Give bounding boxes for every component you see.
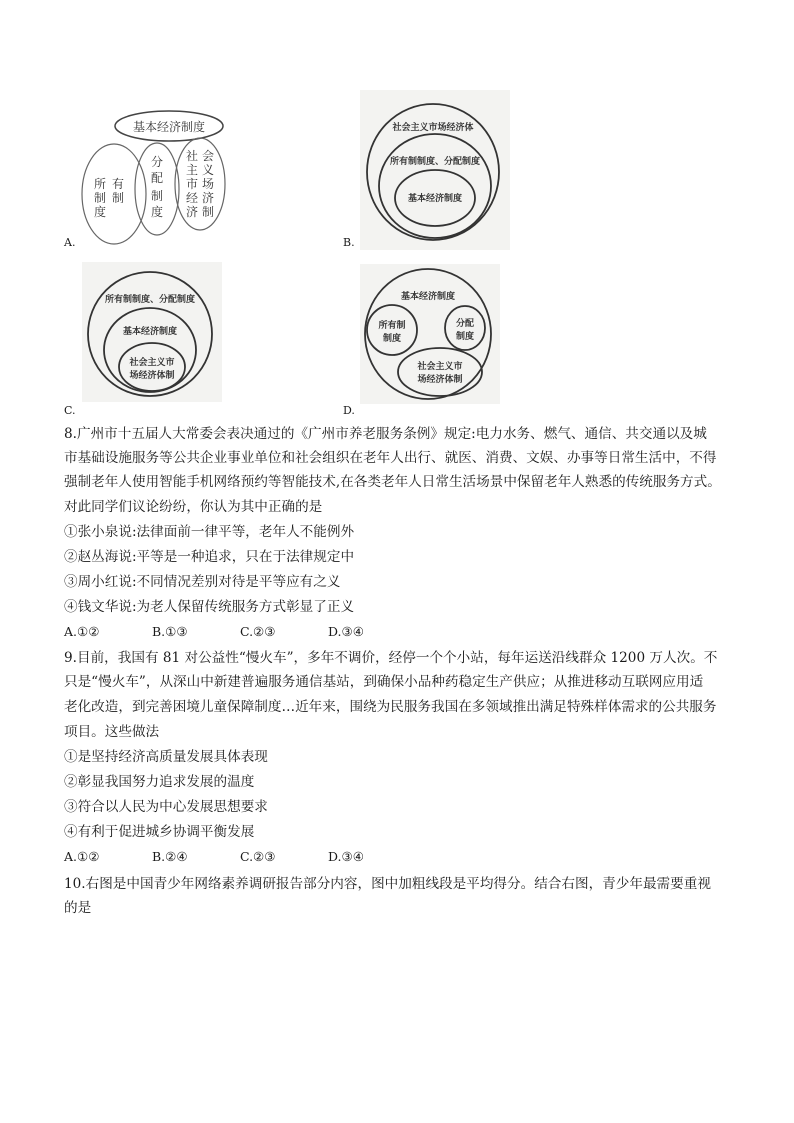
q10-line-2: 的是 bbox=[64, 900, 92, 916]
svg-text:济: 济 bbox=[201, 191, 215, 205]
q8-line-1: 8.广州市十五届人大常委会表决通过的《广州市养老服务条例》规定:电力水务、燃气、通信、共交通以及城 bbox=[64, 426, 707, 442]
q8-option-4: ④钱文华说:为老人保留传统服务方式彰显了正义 bbox=[64, 599, 355, 615]
q9-choice-d[interactable]: D.③④ bbox=[327, 849, 364, 864]
svg-text:配: 配 bbox=[150, 171, 164, 185]
diagram-c bbox=[82, 262, 222, 402]
q8-line-3: 强制老年人使用智能手机网络预约等智能技术,在各类老年人日常生活场景中保留老年人熟悉的传统服务方式。 bbox=[64, 474, 721, 490]
svg-text:度: 度 bbox=[93, 205, 107, 219]
svg-text:主: 主 bbox=[185, 163, 199, 177]
diagram-c-inner-line1: 社会主义市 bbox=[129, 358, 175, 368]
svg-text:度: 度 bbox=[150, 205, 164, 219]
diagram-d-right-line2: 制度 bbox=[455, 332, 475, 342]
diagram-b-inner-label: 基本经济制度 bbox=[407, 194, 463, 204]
diagram-d-bottom-line2: 场经济体制 bbox=[417, 375, 463, 385]
svg-text:经: 经 bbox=[185, 191, 199, 205]
diagram-d-svg bbox=[360, 264, 500, 404]
svg-text:济: 济 bbox=[185, 205, 199, 219]
q9-option-4: ④有利于促进城乡协调平衡发展 bbox=[64, 824, 255, 840]
diagram-a bbox=[64, 96, 354, 256]
q8-choice-b[interactable]: B.①③ bbox=[151, 624, 188, 639]
diagram-b bbox=[360, 90, 510, 250]
svg-text:有: 有 bbox=[111, 177, 125, 191]
q9-option-3: ③符合以人民为中心发展思想要求 bbox=[64, 799, 268, 815]
diagram-b-outer-label: 社会主义市场经济体 bbox=[392, 123, 474, 133]
diagram-c-middle-label: 基本经济制度 bbox=[122, 327, 178, 337]
diagram-d bbox=[360, 264, 500, 404]
q9-line-3: 老化改造，到完善困境儿童保障制度…近年来，围绕为民服务我国在多领域推出满足特殊样体需求的公共服务 bbox=[64, 699, 717, 715]
q8-choice-c[interactable]: C.②③ bbox=[239, 624, 276, 639]
diagram-a-left-line1: 所 bbox=[93, 177, 107, 191]
q9-choices bbox=[64, 849, 412, 864]
q9-choice-c[interactable]: C.②③ bbox=[239, 849, 276, 864]
svg-text:制: 制 bbox=[150, 189, 164, 203]
q9-choice-b[interactable]: B.②④ bbox=[151, 849, 188, 864]
option-d-letter: D. bbox=[343, 404, 355, 417]
q8-choice-d[interactable]: D.③④ bbox=[327, 624, 364, 639]
svg-text:制: 制 bbox=[201, 205, 215, 219]
option-a-letter: A. bbox=[64, 236, 76, 249]
svg-text:义: 义 bbox=[201, 163, 215, 177]
svg-text:制: 制 bbox=[111, 191, 125, 205]
diagram-c-svg bbox=[82, 262, 222, 402]
diagram-c-outer-label: 所有制制度、分配制度 bbox=[104, 295, 196, 305]
option-c-letter: C. bbox=[64, 404, 76, 417]
diagram-c-inner-line2: 场经济体制 bbox=[129, 371, 175, 381]
q9-line-4: 项目。这些做法 bbox=[64, 724, 160, 740]
q9-option-1: ①是坚持经济高质量发展具体表现 bbox=[64, 749, 268, 765]
q8-line-2: 市基础设施服务等公共企业事业单位和社会组织在老年人出行、就医、消费、文娱、办事等日常生活中，不得 bbox=[64, 450, 717, 466]
option-b-letter: B. bbox=[343, 236, 355, 249]
q8-option-1: ①张小泉说:法律面前一律平等，老年人不能例外 bbox=[64, 524, 355, 540]
svg-text:社: 社 bbox=[185, 149, 199, 163]
svg-text:制: 制 bbox=[93, 191, 107, 205]
q8-option-2: ②赵丛海说:平等是一种追求，只在于法律规定中 bbox=[64, 549, 355, 565]
svg-text:会: 会 bbox=[201, 149, 215, 163]
svg-text:市: 市 bbox=[185, 177, 199, 191]
diagram-a-top-label: 基本经济制度 bbox=[132, 120, 206, 134]
q9-line-2: 只是“慢火车”，从深山中新建普遍服务通信基站，到确保小品种药稳定生产供应；从推进移动互联网应用适 bbox=[64, 674, 704, 690]
q8-choice-a[interactable]: A.①② bbox=[64, 624, 100, 639]
diagram-a-svg bbox=[64, 96, 354, 256]
q9-line-1: 9.目前，我国有 81 对公益性“慢火车”，多年不调价，经停一个个小站，每年运送沿线群众 1200 万人次。不 bbox=[64, 650, 718, 666]
q8-choices bbox=[64, 624, 412, 639]
q8-option-3: ③周小红说:不同情况差别对待是平等应有之义 bbox=[64, 574, 341, 590]
q9-choice-a[interactable]: A.①② bbox=[64, 849, 100, 864]
diagram-d-bottom-line1: 社会主义市 bbox=[417, 362, 463, 372]
diagram-b-svg bbox=[360, 90, 510, 250]
q9-option-2: ②彰显我国努力追求发展的温度 bbox=[64, 774, 255, 790]
diagram-d-outer-label: 基本经济制度 bbox=[400, 292, 456, 302]
svg-text:场: 场 bbox=[201, 177, 215, 191]
svg-text:分: 分 bbox=[150, 155, 164, 169]
q8-line-4: 对此同学们议论纷纷，你认为其中正确的是 bbox=[64, 499, 323, 515]
diagram-d-left-line2: 制度 bbox=[382, 334, 402, 344]
diagram-b-middle-label: 所有制制度、分配制度 bbox=[389, 157, 481, 167]
q10-line-1: 10.右图是中国青少年网络素养调研报告部分内容，图中加粗线段是平均得分。结合右图，青少年最需要重视 bbox=[64, 876, 711, 892]
diagram-d-left-line1: 所有制 bbox=[378, 321, 406, 331]
diagram-d-right-line1: 分配 bbox=[455, 319, 475, 329]
